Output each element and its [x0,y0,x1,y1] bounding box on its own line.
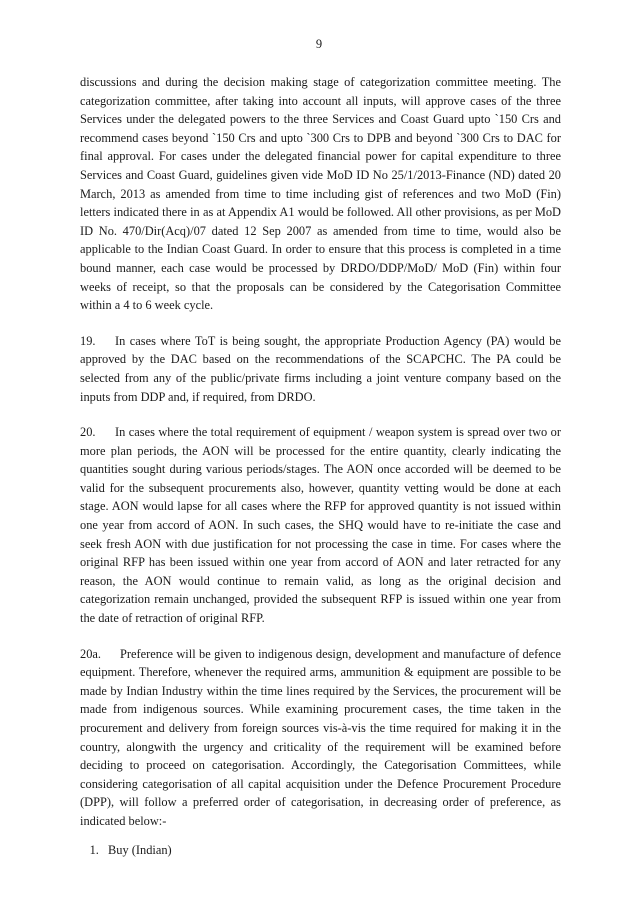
paragraph-20a [80,645,561,831]
list-item: 1. Buy (Indian) [102,841,561,860]
paragraph-18-continued: discussions and during the decision making stage of categorization committee meeting. The categorization committee, after taking into account all inputs, will approve cases of the three Services under the delegated powers to the three Services and Coast Guard upto `150 Crs and recommend cases beyond `150 Crs and upto `300 Crs to DPB and beyond `300 Crs to DAC for final approval. For cases under the delegated financial power for capital expenditure to three Services and Coast Guard, guidelines given vide MoD ID No 25/1/2013-Finance (ND) dated 20 March, 2013 as amended from time to time including gist of references and two MoD (Fin) letters indicated there in as at Appendix A1 would be followed. All other provisions, as per MoD ID No. 470/Dir(Acq)/07 dated 12 Sep 2007 as amended from time to time, would also be applicable to the Indian Coast Guard. In order to ensure that this process is completed in a time bound manner, each case would be processed by DRDO/DDP/MoD/ MoD (Fin) within four weeks of receipt, so that the proposals can be considered by the Categorisation Committee within a 4 to 6 week cycle. [80,75,561,313]
paragraph-20-number: 20. [80,425,96,440]
paragraph-20a-text: Preference will be given to indigenous design, development and manufacture of defence equipment. Therefore, whenever the required arms, ammunition & equipment are possible to be made by Indian Industry within the time lines required by the Services, the procurement will be made from indigenous sources. While examining procurement cases, the time taken in the procurement and delivery from foreign sources vis-à-vis the time required for making it in the country, alongwith the urgency and criticality of the requirement will be examined before deciding to proceed on categorisation. Accordingly, the Categorisation Committees, while considering categorisation of all capital acquisition under the Defence Procurement Procedure (DPP), will follow a preferred order of categorisation, in decreasing order of preference, as indicated below:- [80,646,561,828]
paragraph-20 [80,423,561,628]
page-number: 9 [315,37,323,51]
paragraph-19 [80,332,561,406]
paragraph-19-text: In cases where ToT is being sought, the appropriate Production Agency (PA) would be approved by the DAC based on the recommendations of the SCAPCHC. The PA could be selected from any of the public/private firms including a joint venture company based on the inputs from DDP and, if required, from DRDO. [80,333,561,404]
paragraph-19-number: 19. [80,333,96,348]
categorisation-order-list [80,841,561,860]
paragraph-20a-number: 20a. [80,646,101,661]
paragraph-20-text: In cases where the total requirement of equipment / weapon system is spread over two or more plan periods, the AON will be processed for the entire quantity, clearly indicating the quantities sought during various periods/stages. The AON once accorded will be deemed to be valid for the subsequent procurements also, however, quantity vetting would be done at each stage. AON would lapse for all cases where the RFP for approved quantity is not issued within one year from accord of AON. In such cases, the SHQ would have to re-initiate the case and seek fresh AON with due justification for not processing the case in time. For cases where the original RFP has been issued within one year from accord of AON and later retracted for any reason, the AON would continue to remain valid, as long as the original decision and categorization remain unchanged, provided the subsequent RFP is issued within one year from the date of retraction of original RFP. [80,425,561,626]
body-text [80,73,561,859]
